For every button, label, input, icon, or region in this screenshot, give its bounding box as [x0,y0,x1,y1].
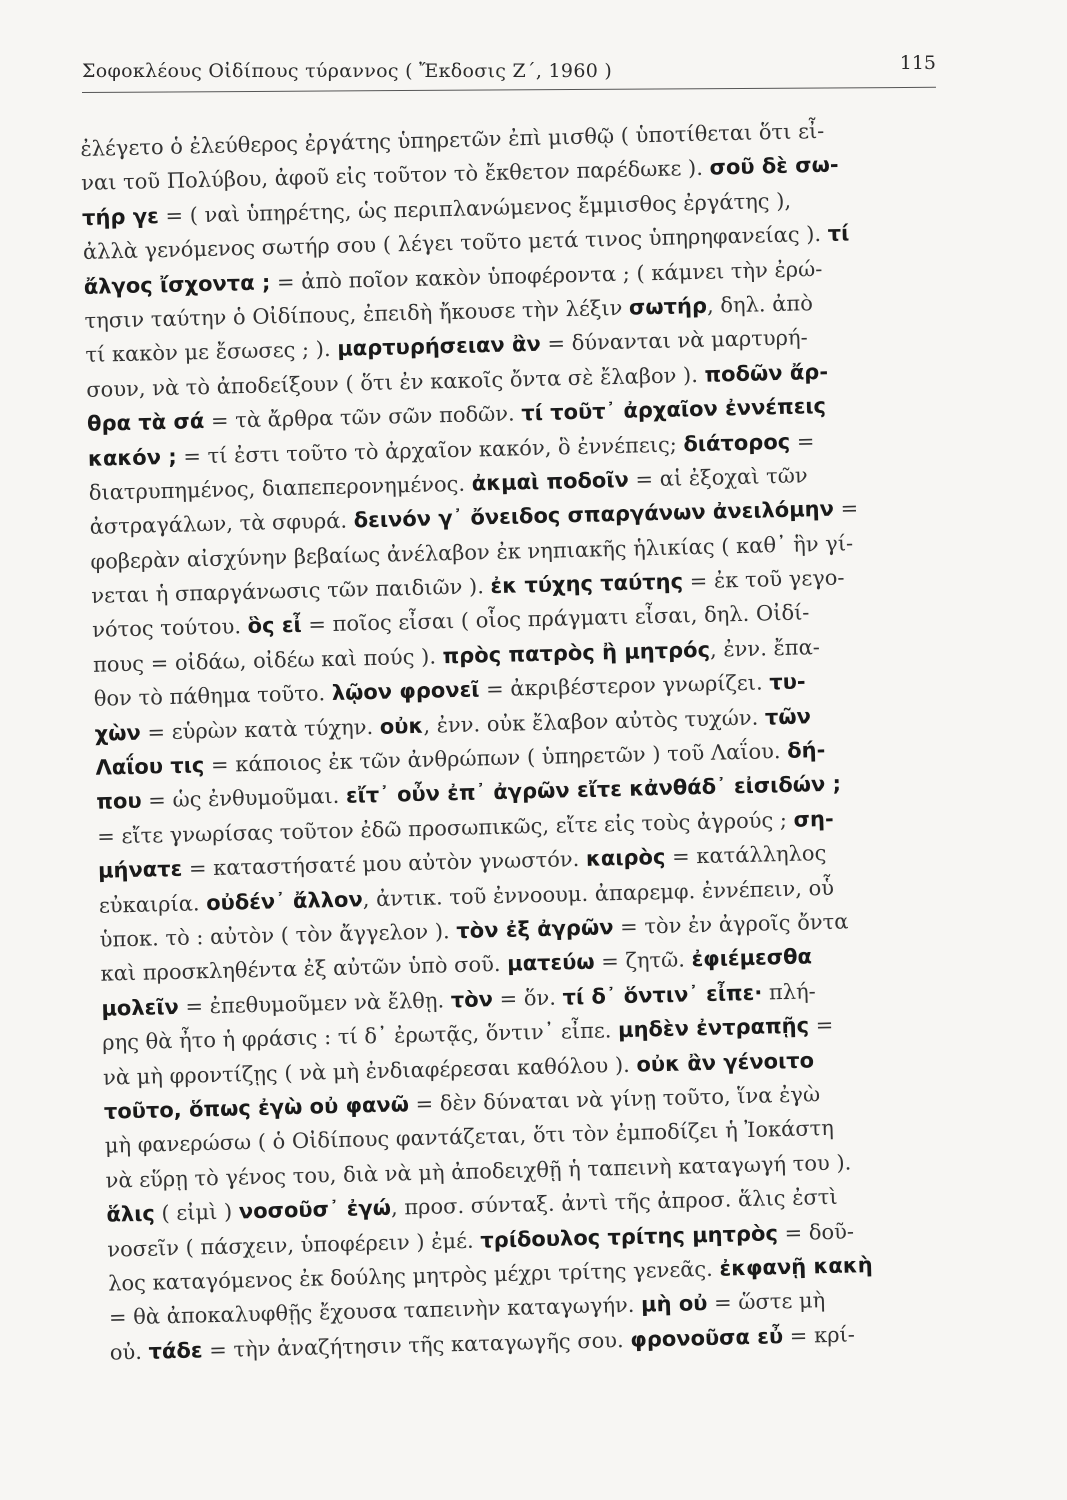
gloss-text: λος καταγόμενος ἐκ δούλης μητρὸς μέχρι τρίτης γενεᾶς. [107,1256,720,1296]
lemma-term: λῷον φρονεῖ [331,677,480,706]
gloss-text: ( εἰμὶ ) [154,1199,240,1226]
gloss-text: σουν, νὰ τὸ ἀποδείξουν ( ὅτι ἐν κακοῖς ὄντα σὲ ἔλαβον ). [86,362,705,402]
gloss-text: πους = οἰδάω, οἰδέω καὶ πούς ). [92,644,443,677]
lemma-term: τί [827,221,850,246]
lemma-term: φρονοῦσα εὖ [630,1323,784,1352]
lemma-term: μὴ οὐ [640,1291,708,1317]
gloss-text: ὑποκ. τὸ : αὐτὸν ( τὸν ἄγγελον ). [99,919,457,952]
gloss-text: θον τὸ πάθημα τοῦτο. [93,681,333,712]
lemma-term: τρίδουλος τρίτης μητρὸς [480,1220,779,1253]
gloss-text: οὐ. [109,1339,149,1365]
lemma-term: πρὸς πατρὸς ἢ μητρός [442,637,711,669]
gloss-text: πλή- [761,979,817,1005]
lemma-term: τί δ᾽ ὅντιν᾽ εἶπε· [562,980,763,1010]
gloss-text: = αἱ ἐξοχαὶ τῶν [628,463,808,492]
gloss-text: νότος τούτου. [91,614,248,643]
gloss-text: νὰ εὕρῃ τὸ γένος του, διὰ νὰ μὴ ἀποδειχθῇ ἡ ταπεινὴ καταγωγή του ). [105,1150,852,1193]
gloss-text: φοβερὰν αἰσχύνην βεβαίως ἀνέλαβον ἐκ νηπιακῆς ἡλικίας ( καθ᾽ ἣν γί- [90,530,854,574]
gloss-text: νὰ μὴ φροντίζῃς ( νὰ μὴ ἐνδιαφέρεσαι καθόλου ). [102,1052,637,1090]
gloss-text: , ἐνν. οὐκ ἔλαβον αὐτὸς τυχών. [423,705,766,738]
lemma-term: ἐκφανῇ κακὴ [719,1252,873,1281]
lemma-term: τυ- [769,669,806,695]
gloss-text: = τὸν ἐν ἀγροῖς ὄντα [613,909,849,940]
gloss-text: ρης θὰ ἦτο ἡ φράσις : τί δ᾽ ἐρωτᾷς, ὅντιν᾽ εἶπε. [101,1018,619,1055]
running-head: Σοφοκλέους Οἰδίπους τύραννος ( Ἔκδοσις Ζ΄, 1960 ) [82,60,613,82]
gloss-text: = θὰ ἀποκαλυφθῇς ἔχουσα ταπεινὴν καταγωγήν. [108,1292,642,1330]
gloss-text: = τὴν ἀναζήτησιν τῆς καταγωγῆς σου. [202,1327,631,1363]
lemma-term: νοσοῦσ᾽ ἐγώ [238,1195,392,1224]
lemma-term: οὐκ [379,713,424,739]
gloss-text: εὐκαιρία. [98,890,207,918]
gloss-text: = δοῦ- [777,1218,855,1245]
lemma-term: ποδῶν ἄρ- [704,359,829,387]
lemma-term: δή- [786,738,826,763]
gloss-text: καὶ προσκληθέντα ἐξ αὐτῶν ὑπὸ σοῦ. [100,952,508,987]
lemma-term: ὃς εἶ [247,613,302,639]
gloss-text: , δηλ. ἀπὸ [706,291,814,318]
gloss-text: = κρί- [782,1322,856,1348]
gloss-text: = καταστήσατέ μου αὐτὸν γνωστόν. [181,847,587,881]
lemma-term: εἴτ᾽ οὖν ἐπ᾽ ἀγρῶν εἴτε κἀνθάδ᾽ εἰσιδών ; [345,772,842,809]
gloss-text: = ἐκ τοῦ γεγο- [682,565,845,594]
gloss-text: = ζητῶ. [594,947,692,975]
gloss-text: , ἐνν. ἔπα- [709,634,821,662]
lemma-term: διάτορος [683,429,791,456]
gloss-text: , προσ. σύνταξ. ἀντὶ τῆς ἀπροσ. ἅλις ἐστὶ [390,1184,838,1220]
lemma-term: οὐκ ἂν γένοιτο [636,1047,815,1077]
gloss-text: διατρυπημένος, διαπεπερονημένος. [88,471,473,505]
lemma-term: κακόν ; [87,444,177,471]
lemma-term: μολεῖν [101,994,180,1021]
gloss-text: = τὰ ἄρθρα τῶν σῶν ποδῶν. [203,401,522,434]
gloss-text: ἀλλὰ γενόμενος σωτήρ σου ( λέγει τοῦτο μετά τινος ὑπηρηφανείας ). [82,221,829,265]
lemma-term: τί τοῦτ᾽ ἀρχαῖον ἐννέπεις [521,393,827,426]
gloss-text: μὴ φανερώσω ( ὁ Οἰδίπους φαντάζεται, ὅτι τὸν ἐμποδίζει ἡ Ἰοκάστη [104,1116,835,1159]
gloss-text: τησιν ταύτην ὁ Οἰδίπους, ἐπειδὴ ἤκουσε τὴν λέξιν [84,295,630,333]
gloss-text: = ( ναὶ ὑπηρέτης, ὡς περιπλανώμενος ἔμμισθος ἐργάτης ), [158,188,792,228]
lemma-term: σοῦ δὲ σω- [709,152,839,181]
lemma-term: οὐδέν᾽ ἄλλον [205,886,363,915]
gloss-text: = τί ἐστι τοῦτο τὸ ἀρχαῖον κακόν, ὃ ἐννέπεις; [176,431,684,469]
lemma-term: μαρτυρήσειαν ἂν [337,332,542,362]
gloss-text: = εὑρὼν κατὰ τύχην. [140,714,381,745]
page-number: 115 [899,52,936,74]
lemma-term: τήρ γε [81,203,160,230]
lemma-term: που [96,789,142,815]
lemma-term: ἐκ τύχης ταύτης [490,569,684,599]
gloss-text: = ὅν. [492,985,563,1011]
lemma-term: σωτήρ [628,293,708,320]
lemma-term: Λαΐου τις [95,753,205,780]
gloss-text: = δύνανται νὰ μαρτυρή- [540,325,808,357]
gloss-text: = ἀπὸ ποῖον κακὸν ὑποφέροντα ; ( κάμνει τὴν ἐρώ- [269,256,823,294]
gloss-text: = ὡς ἐνθυμοῦμαι. [141,784,347,814]
gloss-text: = κάποιος ἐκ τῶν ἀνθρώπων ( ὑπηρετῶν ) τοῦ Λαΐου. [204,738,788,778]
lemma-term: καιρὸς [585,845,666,872]
gloss-text: = κατάλληλος [665,841,827,870]
lemma-term: χὼν [94,720,142,746]
gloss-text: = ὥστε μὴ [707,1288,826,1316]
gloss-text: ἐλέγετο ὁ ἐλεύθερος ἐργάτης ὑπηρετῶν ἐπὶ μισθῷ ( ὑποτίθεται ὅτι εἶ- [80,118,825,161]
lemma-term: τῶν [764,703,812,730]
lemma-term: ἄλγος ἴσχοντα ; [83,269,271,299]
lemma-term: ἀκμαὶ ποδοῖν [471,467,630,496]
gloss-text: ἀστραγάλων, τὰ σφυρά. [89,508,354,540]
gloss-text: = [833,496,859,521]
gloss-text: = ἀκριβέστερον γνωρίζει. [479,670,770,702]
page-header [82,52,936,92]
gloss-text: = ποῖος εἶσαι ( οἷος πράγματι εἶσαι, δηλ. Οἰδί- [301,600,810,638]
gloss-text: = [789,428,815,454]
gloss-text: = [808,1013,834,1038]
gloss-text: = ἐπεθυμοῦμεν νὰ ἔλθῃ. [178,987,452,1019]
lemma-term: ἐφιέμεσθα [691,944,813,972]
lemma-term: ἅλις [106,1201,156,1227]
lemma-term: ση- [793,806,834,832]
gloss-text: , ἀντικ. τοῦ ἐννοουμ. ἀπαρεμφ. ἐννέπειν, οὗ [362,875,835,911]
gloss-text: τί κακὸν με ἔσωσες ; ). [85,337,338,368]
lemma-term: τὸν [450,986,494,1012]
lemma-term: τοῦτο, ὅπως ἐγὼ οὐ φανῶ [103,1092,410,1124]
lemma-term: ματεύω [506,950,595,977]
lemma-term: δεινόν γ᾽ ὄνειδος σπαργάνων ἀνειλόμην [353,496,835,533]
gloss-text: = δὲν δύναται νὰ γίνῃ τοῦτο, ἵνα ἐγὼ [408,1082,821,1117]
gloss-text: νεται ἡ σπαργάνωσις τῶν παιδιῶν ). [91,574,491,608]
lemma-term: μηδὲν ἐντραπῇς [617,1013,810,1043]
lemma-term: μήνατε [97,856,183,883]
gloss-text: = εἴτε γνωρίσας τοῦτον ἐδῶ προσωπικῶς, εἴτε εἰς τοὺς ἀγρούς ; [96,807,794,849]
lemma-term: θρα τὰ σά [86,409,205,437]
lemma-term: τάδε [148,1338,203,1364]
commentary-text [80,111,980,1370]
lemma-term: τὸν ἐξ ἀγρῶν [456,915,614,944]
gloss-text: νοσεῖν ( πάσχειν, ὑποφέρειν ) ἐμέ. [107,1228,481,1262]
gloss-text: ναι τοῦ Πολύβου, ἀφοῦ εἰς τοῦτον τὸ ἔκθετον παρέδωκε ). [80,156,710,196]
